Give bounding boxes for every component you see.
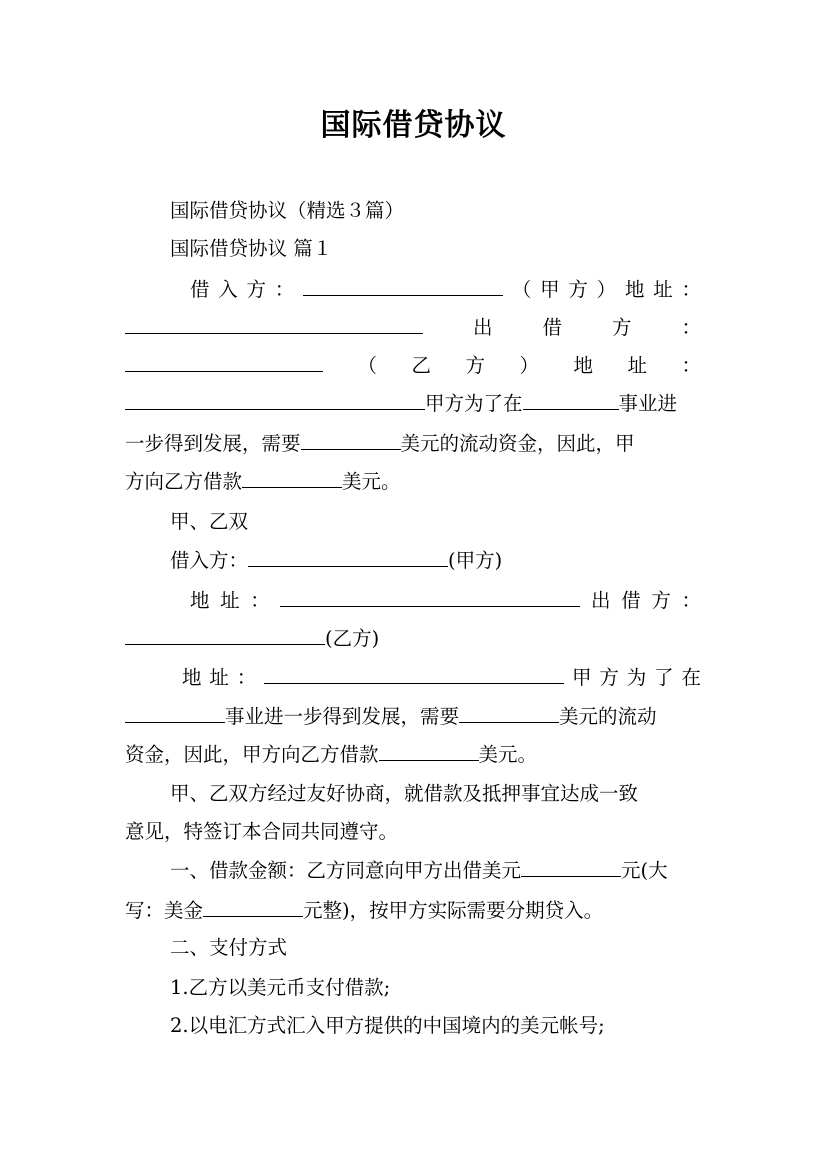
agreement-paragraph: 甲、乙双方经过友好协商，就借款及抵押事宜达成一致: [170, 782, 639, 805]
borrower-label: 借入方：: [190, 278, 304, 301]
party-b-address-label: （乙方）地址：: [323, 354, 701, 377]
text: 甲方为了在: [564, 666, 701, 689]
text: 甲方为了在: [425, 392, 523, 415]
borrower-line: [190, 270, 701, 308]
blank-business-2: [125, 697, 225, 723]
address-label: 地址：: [190, 589, 281, 612]
blank-address-b: [125, 384, 425, 410]
lender-line-2: [125, 619, 701, 657]
purpose-line: [125, 384, 701, 422]
blank-loan: [242, 462, 342, 488]
text: 美元的流动: [559, 705, 657, 728]
blank-address-a: [125, 308, 423, 334]
clause-heading-payment: 二、支付方式: [170, 936, 288, 959]
payment-item-1: 1.乙方以美元币支付借款;: [170, 976, 391, 999]
text: 元整)，按甲方实际需要分期贷入。: [303, 899, 604, 922]
clause-loan-amount-end: [125, 891, 701, 929]
text: (甲方): [448, 549, 503, 572]
text: 事业进: [618, 392, 678, 415]
address-label: 地址：: [182, 666, 265, 689]
blank-amount-words: [203, 891, 303, 917]
text: 美元。: [478, 743, 538, 766]
loan-line-2: [125, 735, 701, 773]
lender-label: 出借方：: [580, 589, 701, 612]
text: 美元。: [342, 470, 401, 493]
text: 元(大: [621, 859, 668, 882]
section-heading: 国际借贷协议 篇１: [170, 237, 333, 260]
blank-business: [523, 384, 619, 410]
lender-label: 出借方：: [423, 316, 701, 339]
amount-line: [125, 424, 701, 462]
text: 资金，因此，甲方向乙方借款: [125, 743, 379, 766]
party-b-line: [125, 346, 701, 384]
document-title: 国际借贷协议: [320, 108, 507, 143]
borrower-label: 借入方：: [170, 549, 249, 572]
blank-borrower: [303, 270, 503, 296]
party-a-address-label: （甲方）地址：: [503, 278, 701, 301]
text: 写：美金: [125, 899, 204, 922]
blank-loan-amount: [521, 851, 621, 877]
blank-amount-2: [459, 697, 559, 723]
payment-item-2: 2.以电汇方式汇入甲方提供的中国境内的美元帐号;: [170, 1014, 605, 1037]
text: 事业进一步得到发展，需要: [225, 705, 460, 728]
blank-lender-2: [125, 619, 325, 645]
address-line-2: [182, 658, 701, 696]
clause-loan-amount: [170, 851, 701, 889]
borrower-line-2: [170, 541, 701, 579]
text: 美元的流动资金，因此，甲: [400, 432, 635, 455]
text: 一、借款金额：乙方同意向甲方出借美元: [170, 859, 522, 882]
paragraph-fragment: 甲、乙双: [170, 510, 249, 533]
subtitle: 国际借贷协议（精选３篇）: [170, 199, 405, 222]
address-line: [190, 581, 701, 619]
lender-line: [125, 308, 701, 346]
loan-line: [125, 462, 701, 500]
blank-borrower-2: [248, 541, 448, 567]
purpose-line-2: [125, 697, 701, 735]
blank-address-2: [280, 581, 580, 607]
text: (乙方): [325, 627, 380, 650]
blank-amount: [301, 424, 401, 450]
text: 方向乙方借款: [125, 470, 243, 493]
agreement-paragraph-end: 意见，特签订本合同共同遵守。: [125, 820, 399, 843]
blank-address-3: [264, 658, 564, 684]
blank-lender: [125, 346, 323, 372]
text: 一步得到发展，需要: [125, 432, 301, 455]
blank-loan-2: [379, 735, 479, 761]
